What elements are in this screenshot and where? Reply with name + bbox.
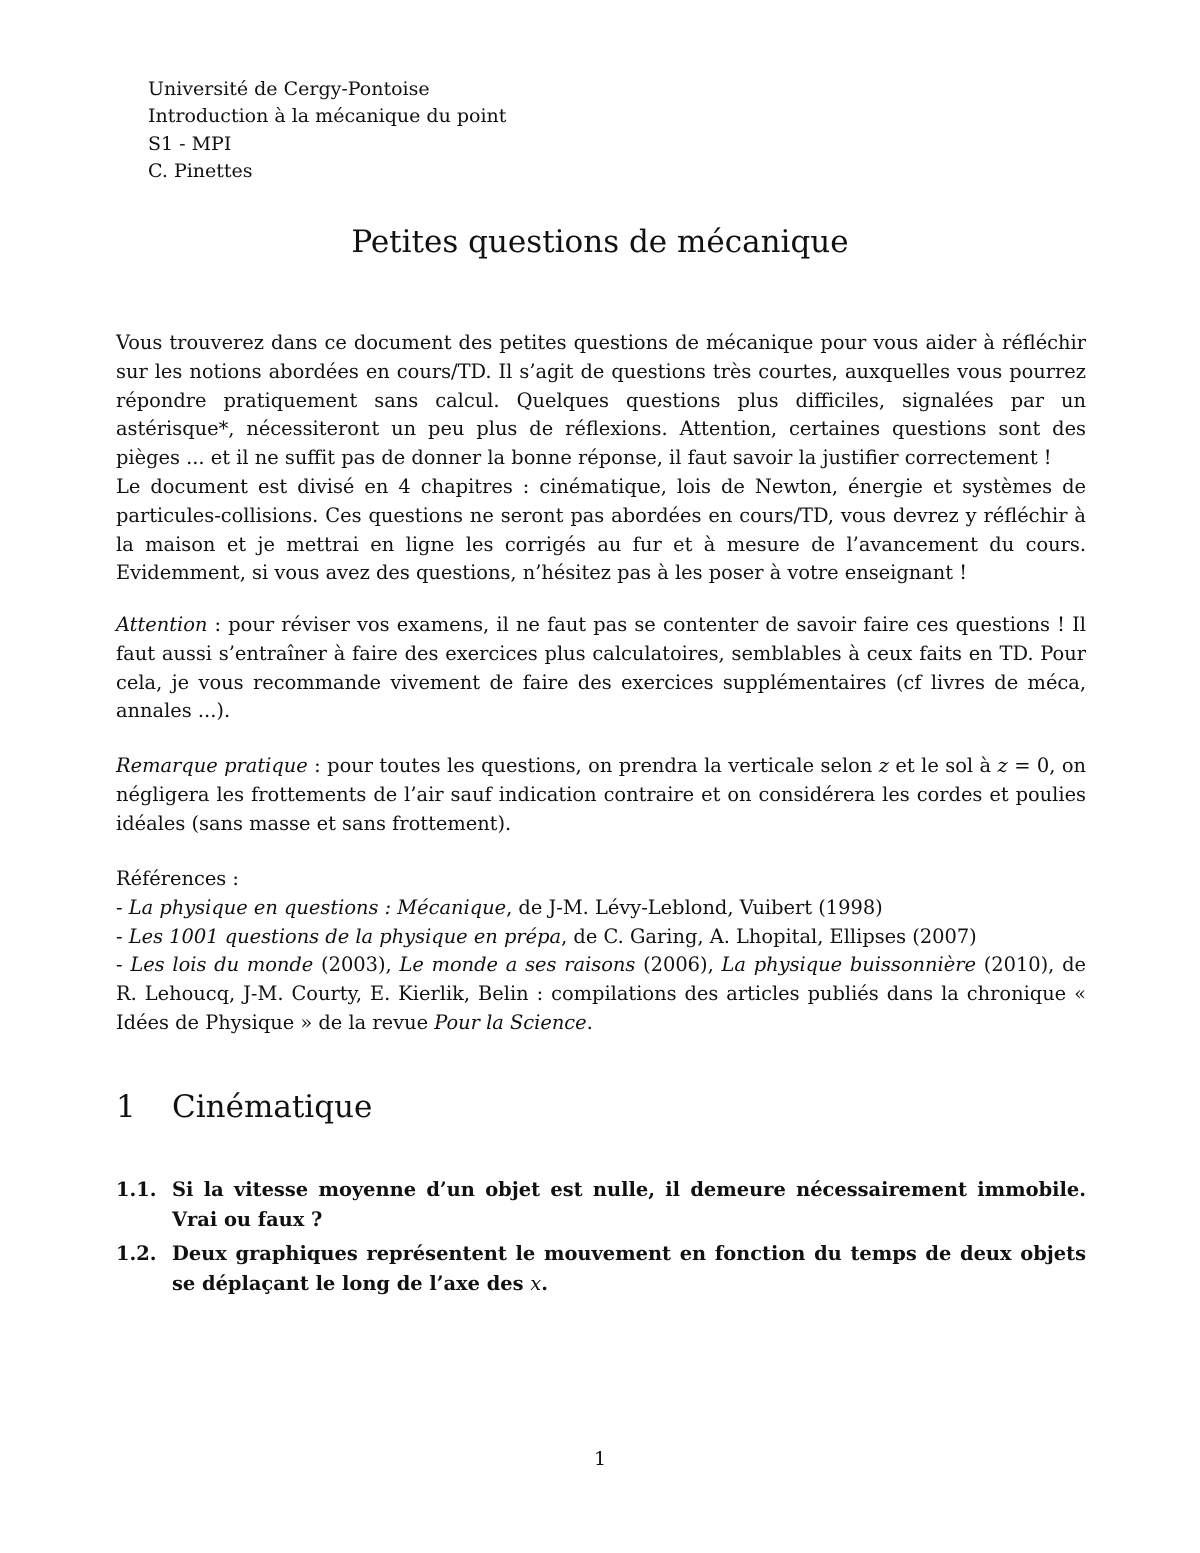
author-name: C. Pinettes bbox=[148, 159, 253, 182]
attention-text: : pour réviser vos examens, il ne faut pas se contenter de savoir faire ces questions ! Il faut aussi s’entraîner à faire des exercices plus calculatoires, semblables à ceux faits en TD. Pour cela, je vous recommande vivement de faire des exercices supplémentaires (cf livres de méca, annales ...). bbox=[116, 613, 1086, 723]
reference-details: , de J-M. Lévy-Leblond, Vuibert (1998) bbox=[506, 895, 883, 919]
reference-title: Les lois du monde bbox=[130, 953, 314, 977]
math-variable-z: z bbox=[878, 754, 889, 777]
math-variable-z: z bbox=[997, 754, 1008, 777]
reference-item bbox=[116, 951, 1086, 1037]
question-number: 1.2. bbox=[116, 1242, 157, 1265]
reference-title: La physique buissonnière bbox=[721, 953, 976, 977]
attention-paragraph bbox=[116, 611, 1086, 726]
question-text: Si la vitesse moyenne d’un objet est nulle, il demeure nécessairement immobile. Vrai ou faux ? bbox=[172, 1178, 1086, 1231]
document-title: Petites questions de mécanique bbox=[351, 224, 849, 260]
remarque-paragraph bbox=[116, 752, 1086, 838]
reference-title: Pour la Science bbox=[434, 1010, 587, 1034]
reference-details: (2006), bbox=[635, 953, 722, 977]
attention-section bbox=[116, 611, 1086, 726]
section-number: 1 bbox=[116, 1089, 136, 1125]
remarque-label: Remarque pratique bbox=[116, 754, 308, 777]
intro-paragraph-2: Le document est divisé en 4 chapitres : cinématique, lois de Newton, énergie et systèmes de particules-collisions. Ces questions ne seront pas abordées en cours/TD, vous devrez y réfléchir à la maison et je mettrai en ligne les corrigés au fur et à mesure de l’avancement du cours. Evidemment, si vous avez des questions, n’hésitez pas à les poser à votre enseignant ! bbox=[116, 474, 1086, 585]
question-item bbox=[116, 1175, 1086, 1235]
question-text-b: . bbox=[541, 1272, 548, 1295]
course-header bbox=[148, 76, 506, 185]
remarque-text-b: et le sol à bbox=[888, 754, 998, 777]
question-text-a: Deux graphiques représentent le mouvement en fonction du temps de deux objets se déplaçant le long de l’axe des bbox=[172, 1242, 1086, 1295]
reference-title: La physique en questions : Mécanique bbox=[128, 895, 507, 919]
page-number: 1 bbox=[593, 1448, 607, 1470]
intro-section bbox=[116, 329, 1086, 588]
reference-details: , de C. Garing, A. Lhopital, Ellipses (2007) bbox=[561, 924, 977, 948]
course-title: Introduction à la mécanique du point bbox=[148, 105, 507, 128]
question-text bbox=[172, 1239, 1086, 1299]
reference-title: Les 1001 questions de la physique en prépa bbox=[128, 924, 562, 948]
intro-paragraph-1: Vous trouverez dans ce document des petites questions de mécanique pour vous aider à réfléchir sur les notions abordées en cours/TD. Il s’agit de questions très courtes, auxquelles vous pourrez répondre pratiquement sans calcul. Quelques questions plus difficiles, signalées par un astérisque*, nécessiteront un peu plus de réflexions. Attention, certaines questions sont des pièges ... et il ne suffit pas de donner la bonne réponse, il faut savoir la justifier correctement ! bbox=[116, 331, 1086, 470]
question-item bbox=[116, 1239, 1086, 1299]
reference-details: (2003), bbox=[313, 953, 400, 977]
reference-title: Le monde a ses raisons bbox=[399, 953, 636, 977]
reference-item bbox=[116, 923, 1086, 952]
question-number: 1.1. bbox=[116, 1178, 157, 1201]
section-heading bbox=[116, 1086, 372, 1128]
references-heading: Références : bbox=[116, 867, 239, 890]
section-title: Cinématique bbox=[172, 1089, 373, 1125]
reference-dash: - bbox=[116, 924, 129, 948]
reference-dash: - bbox=[116, 895, 129, 919]
reference-details: . bbox=[586, 1010, 593, 1034]
course-level: S1 - MPI bbox=[148, 132, 232, 155]
remarque-section bbox=[116, 752, 1086, 838]
references-section bbox=[116, 865, 1086, 1038]
remarque-text-a: : pour toutes les questions, on prendra la verticale selon bbox=[307, 754, 879, 777]
math-variable-x: x bbox=[530, 1272, 542, 1295]
university-name: Université de Cergy-Pontoise bbox=[148, 78, 430, 100]
reference-item bbox=[116, 894, 1086, 923]
remarque-text-c: = 0, on négligera les frottements de l’air sauf indication contraire et on considérera les cordes et poulies idéales (sans masse et sans frottement). bbox=[116, 754, 1086, 835]
reference-dash: - bbox=[116, 953, 131, 977]
reference-details: (2010), de R. Lehoucq, J-M. Courty, E. Kierlik, Belin : compilations des articles publiés dans la chronique « Idées de Physique » de la revue bbox=[116, 953, 1086, 1034]
attention-label: Attention bbox=[116, 613, 208, 636]
